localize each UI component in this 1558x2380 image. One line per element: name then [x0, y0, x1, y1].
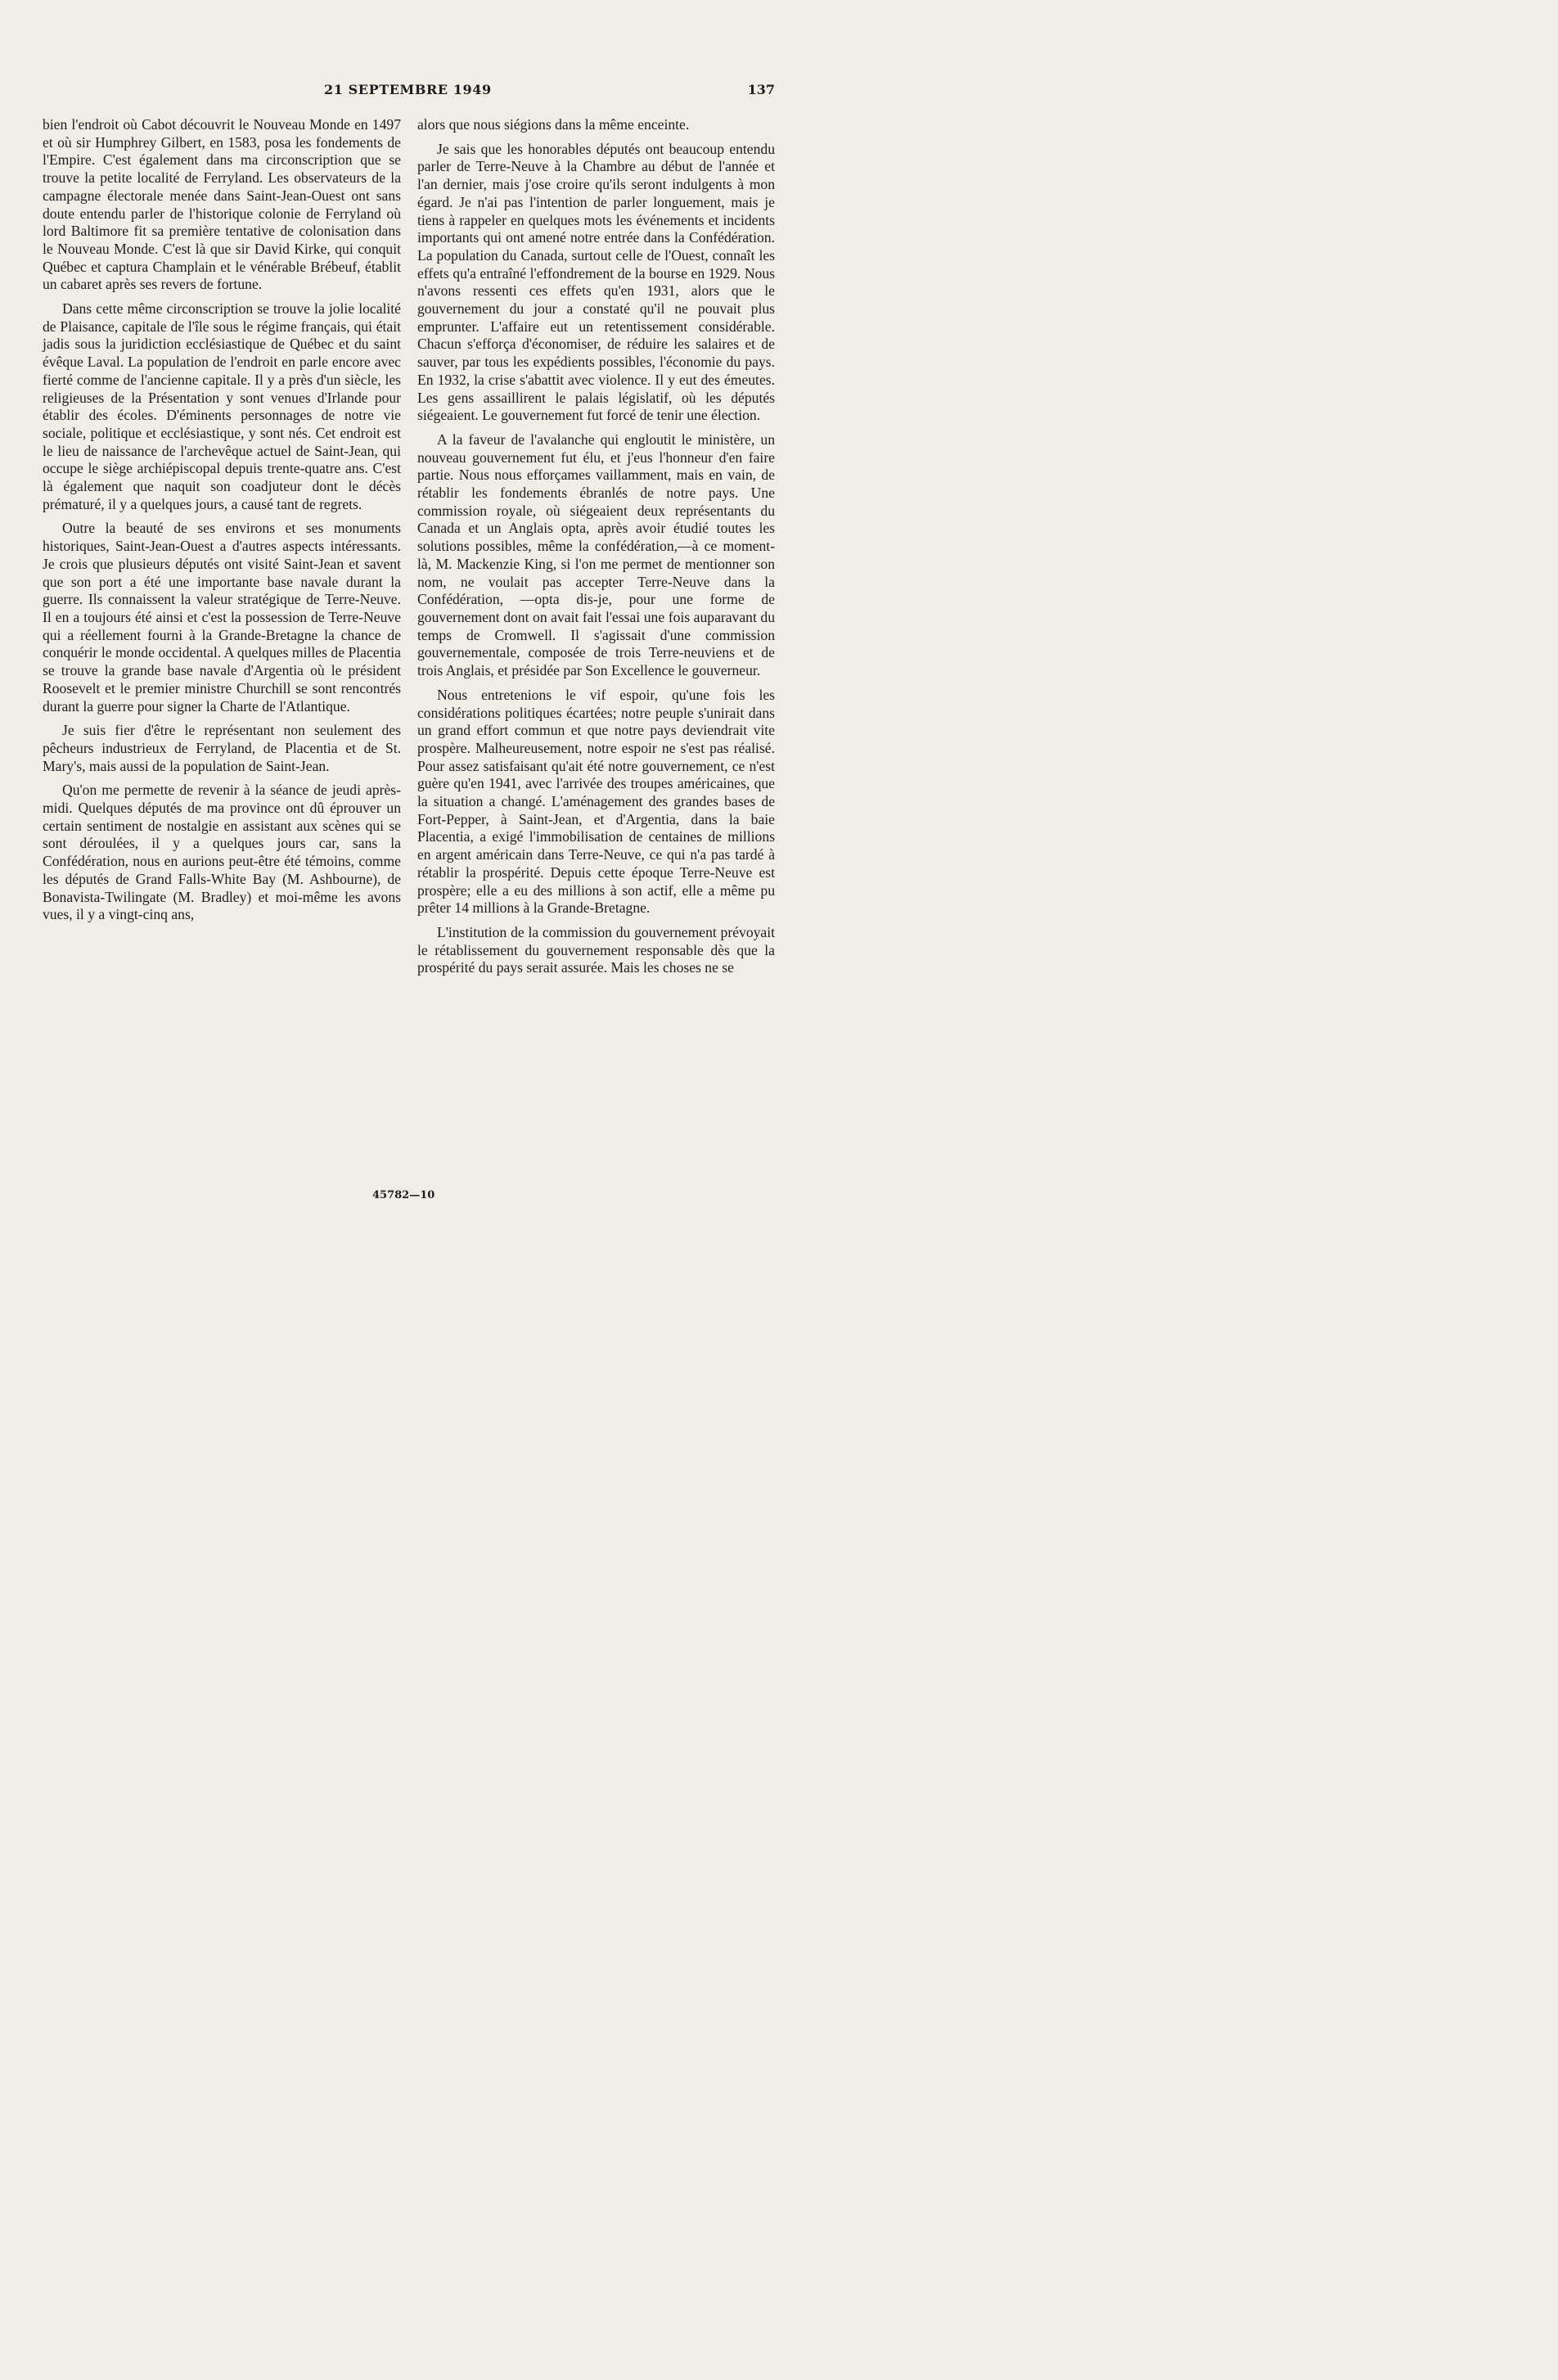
paragraph: bien l'endroit où Cabot découvrit le Nouveau Monde en 1497 et où sir Humphrey Gilbert, en 1583, posa les fondements de l'Empire. C'est également dans ma circonscription que se trouve la petite localité de Ferryland. Les observateurs de la campagne électorale menée dans Saint-Jean-Ouest ont sans doute entendu parler de l'historique colonie de Ferryland où lord Baltimore fit sa première tentative de colonisation dans le Nouveau Monde. C'est là que sir David Kirke, qui conquit Québec et captura Champlain et le vénérable Brébeuf, établit un cabaret après ses revers de fortune.	[43, 116, 401, 293]
paragraph: Outre la beauté de ses environs et ses monuments historiques, Saint-Jean-Ouest a d'autres aspects intéressants. Je crois que plusieurs députés ont visité Saint-Jean et savent que son port a été une importante base navale durant la guerre. Ils connaissent la valeur stratégique de Terre-Neuve. Il en a toujours été ainsi et c'est la possession de Terre-Neuve qui a réellement fourni à la Grande-Bretagne la chance de conquérir le monde occidental. A quelques milles de Placentia se trouve la grande base navale d'Argentia où le président Roosevelt et le premier ministre Churchill se sont rencontrés durant la guerre pour signer la Charte de l'Atlantique.	[43, 520, 401, 714]
paragraph: Nous entretenions le vif espoir, qu'une fois les considérations politiques écartées; notre peuple s'unirait dans un grand effort commun et que notre pays deviendrait vite prospère. Malheureusement, notre espoir ne s'est pas réalisé. Pour assez satisfaisant qu'ait été notre gouvernement, ce n'est guère qu'en 1941, avec l'arrivée des troupes américaines, que la situation a changé. L'aménagement des grandes bases de Fort-Pepper, à Saint-Jean, et d'Argentia, dans la baie Placentia, a exigé l'immobilisation de centaines de millions en argent américain dans Terre-Neuve, ce qui n'a pas tardé à rétablir la prospérité. Depuis cette époque Terre-Neuve est prospère; elle a eu des millions à son actif, elle a même pu prêter 14 millions à la Grande-Bretagne.	[417, 686, 775, 917]
document-page	[0, 0, 840, 1283]
paragraph: alors que nous siégions dans la même enceinte.	[417, 116, 690, 133]
page-number: 137	[747, 82, 775, 97]
paragraph: Dans cette même circonscription se trouve la jolie localité de Plaisance, capitale de l'île sous le régime français, qui était jadis sous la juridiction ecclésiastique de Québec et du saint évêque Laval. La population de l'endroit en parle encore avec fierté comme de l'ancienne capitale. Il y a près d'un siècle, les religieuses de la Présentation y sont venues d'Irlande pour établir des écoles. D'éminents personnages de notre vie sociale, politique et ecclésiastique, y sont nés. Cet endroit est le lieu de naissance de l'archevêque actuel de Saint-Jean, qui occupe le siège archiépiscopal depuis trente-quatre ans. C'est là également que naquit son coadjuteur dont le décès prématuré, il y a quelques jours, a causé tant de regrets.	[43, 300, 401, 512]
paragraph: A la faveur de l'avalanche qui engloutit le ministère, un nouveau gouvernement fut élu, et j'eus l'honneur d'en faire partie. Nous nous efforçames vaillamment, mais en vain, de rétablir les fondements ébranlés de notre pays. Une commission royale, où siégeaient deux représentants du Canada et un Anglais opta, après avoir étudié toutes les solutions possibles, même la confédération,—à ce moment-là, M. Mackenzie King, si l'on me permet de mentionner son nom, ne voulait pas accepter Terre-Neuve dans la Confédération, —opta dis-je, pour une forme de gouvernement dont on avait fait l'essai une fois auparavant du temps de Cromwell. Il s'agissait d'une commission gouvernementale, composée de trois Terre-neuviens et de trois Anglais, et présidée par Son Excellence le gouverneur.	[417, 430, 775, 679]
page-header	[43, 82, 775, 106]
left-column	[43, 116, 401, 931]
paragraph: Je suis fier d'être le représentant non seulement des pêcheurs industrieux de Ferryland, de Placentia et de St. Mary's, mais aussi de la population de Saint-Jean.	[43, 722, 401, 774]
paragraph: Qu'on me permette de revenir à la séance de jeudi après-midi. Quelques députés de ma province ont dû éprouver un certain sentiment de nostalgie en assistant aux scènes qui se sont déroulées, il y a quelques jours car, sans la Confédération, nous en aurions peut-être été témoins, comme les députés de Grand Falls-White Bay (M. Ashbourne), de Bonavista-Twilingate (M. Bradley) et moi-même les avons vues, il y a vingt-cinq ans,	[43, 782, 401, 923]
header-date: 21 SEPTEMBRE 1949	[324, 82, 492, 97]
paragraph: L'institution de la commission du gouvernement prévoyait le rétablissement du gouvernement responsable dès que la prospérité du pays serait assurée. Mais les choses ne se	[417, 923, 775, 976]
paragraph: Je sais que les honorables députés ont beaucoup entendu parler de Terre-Neuve à la Chambre au début de l'année et l'an dernier, mais j'ose croire qu'ils seront indulgents à mon égard. Je n'ai pas l'intention de parler longuement, mais je tiens à rappeler en quelques mots les événements et incidents importants qui ont amené notre entrée dans la Confédération. La population du Canada, surtout celle de l'Ouest, connaît les effets qu'a entraîné l'effondrement de la bourse en 1929. Nous n'avons ressenti ces effets qu'en 1931, alors que le gouvernement du jour a constaté qu'il ne pouvait plus emprunter. L'affaire eut un retentissement considérable. Chacun s'efforça d'économiser, de réduire les salaires et de sauver, par tous les expédients possibles, l'économie du pays. En 1932, la crise s'abattit avec violence. Il y eut des émeutes. Les gens assaillirent le palais législatif, où les députés siégeaient. Le gouvernement fut forcé de tenir une élection.	[417, 140, 775, 424]
printer-signature: 45782—10	[372, 1189, 435, 1201]
right-column	[417, 116, 775, 984]
